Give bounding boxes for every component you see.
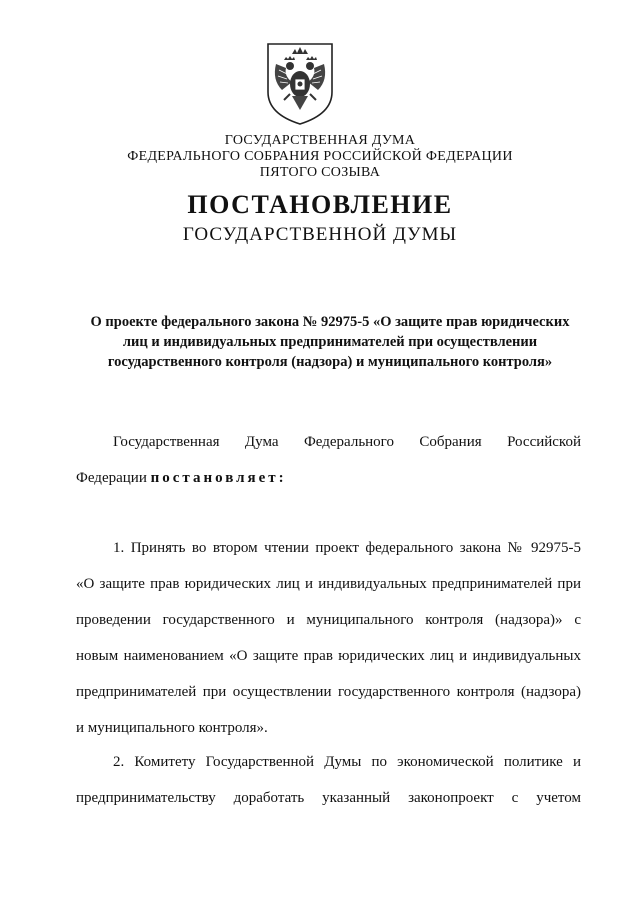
convocation: ПЯТОГО СОЗЫВА	[259, 165, 381, 180]
text-line: Государственная Дума Федерального Собрания Российской	[113, 434, 581, 450]
document-issuer: ГОСУДАРСТВЕННОЙ ДУМЫ	[182, 224, 458, 245]
document-type: ПОСТАНОВЛЕНИЕ	[187, 190, 453, 219]
text-line: предпринимателей при осуществлении государственного контроля (надзора)	[76, 684, 581, 700]
text-line: проведении государственного и муниципального контроля (надзора)» с	[76, 612, 581, 628]
item-1	[76, 530, 581, 710]
preamble-line2	[76, 460, 581, 496]
item-2	[76, 744, 581, 816]
org-name-line1: ГОСУДАРСТВЕННАЯ ДУМА	[224, 133, 416, 148]
text-fragment: Федерации	[76, 470, 147, 486]
subject-line: государственного контроля (надзора) и муниципального контроля»	[107, 354, 553, 370]
item-1-end	[76, 710, 581, 746]
text-line: 1. Принять во втором чтении проект федерального закона № 92975-5	[113, 540, 581, 556]
subject-line: О проекте федерального закона № 92975-5 «О защите прав юридических	[90, 314, 570, 330]
resolves-word: постановляет:	[150, 470, 287, 486]
text-line: предпринимательству доработать указанный законопроект с учетом	[76, 790, 581, 806]
text-line: «О защите прав юридических лиц и индивидуальных предпринимателей при	[76, 576, 581, 592]
state-emblem-icon	[262, 40, 338, 126]
text-line: и муниципального контроля».	[76, 720, 268, 736]
text-line: 2. Комитету Государственной Думы по экономической политике и	[113, 754, 581, 770]
preamble-line1	[76, 424, 581, 460]
text-line: новым наименованием «О защите прав юридических лиц и индивидуальных	[76, 648, 581, 664]
org-name-line2: ФЕДЕРАЛЬНОГО СОБРАНИЯ РОССИЙСКОЙ ФЕДЕРАЦИИ	[127, 149, 513, 164]
subject-line: лиц и индивидуальных предпринимателей при осуществлении	[122, 334, 538, 350]
document-subject	[70, 312, 590, 372]
